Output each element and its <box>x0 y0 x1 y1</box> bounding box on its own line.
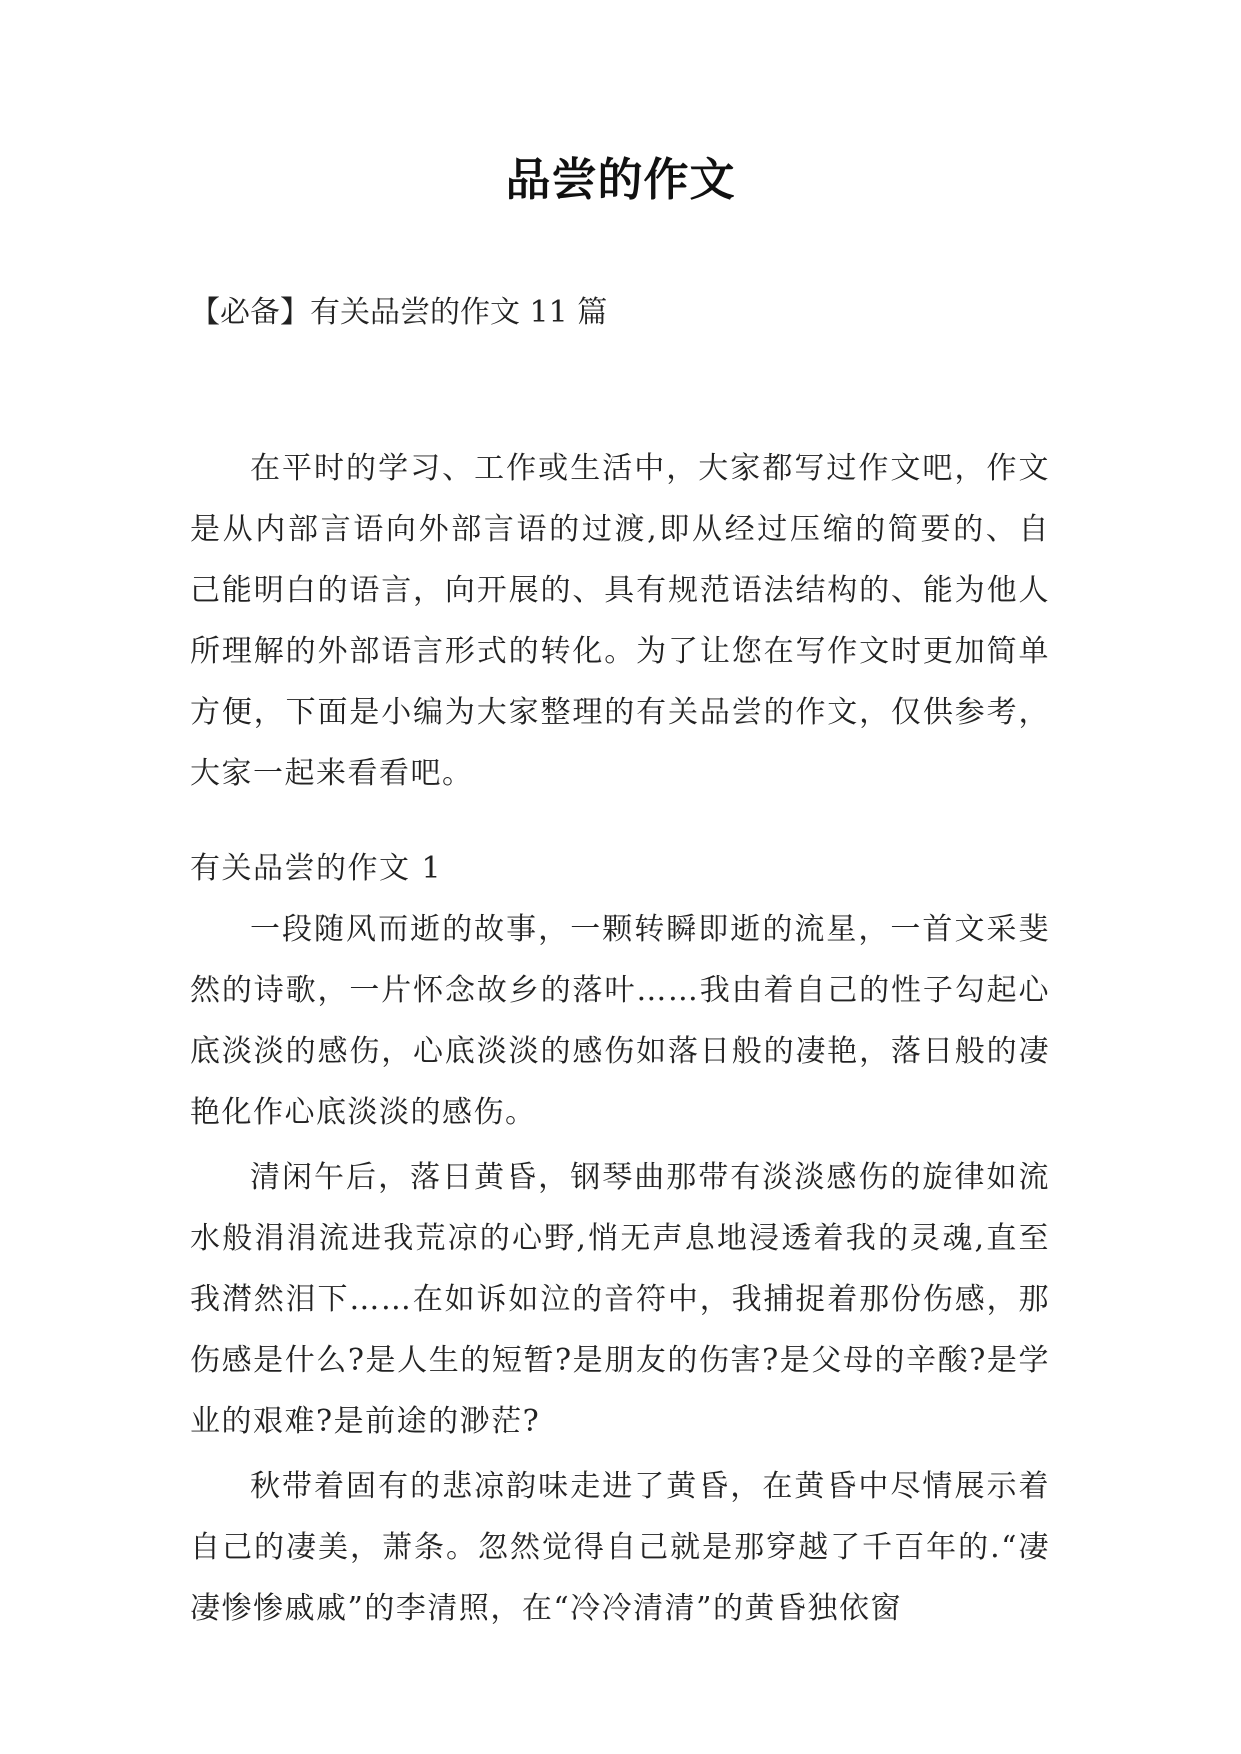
section-heading: 有关品尝的作文 1 <box>190 851 443 886</box>
body-paragraph: 清闲午后，落日黄昏，钢琴曲那带有淡淡感伤的旋律如流水般涓涓流进我荒凉的心野,悄无声息地浸透着我的灵魂,直至我潸然泪下……在如诉如泣的音符中，我捕捉着那份伤感，那伤感是什么?是人生的短暂?是朋友的伤害?是父母的辛酸?是学业的艰难?是前途的渺茫? <box>190 1160 1050 1439</box>
document-body <box>190 288 1050 1639</box>
document-subtitle: 【必备】有关品尝的作文 11 篇 <box>190 295 608 330</box>
body-paragraph: 一段随风而逝的故事，一颗转瞬即逝的流星，一首文采斐然的诗歌，一片怀念故乡的落叶……我由着自己的性子勾起心底淡淡的感伤，心底淡淡的感伤如落日般的凄艳，落日般的凄艳化作心底淡淡的感伤。 <box>190 912 1050 1130</box>
body-paragraph: 秋带着固有的悲凉韵味走进了黄昏，在黄昏中尽情展示着自己的凄美，萧条。忽然觉得自己就是那穿越了千百年的.“凄凄惨惨戚戚”的李清照，在“冷冷清清”的黄昏独依窗 <box>190 1469 1050 1626</box>
document-title: 品尝的作文 <box>505 153 736 206</box>
intro-paragraph: 在平时的学习、工作或生活中，大家都写过作文吧，作文是从内部言语向外部言语的过渡,即从经过压缩的简要的、自己能明白的语言，向开展的、具有规范语法结构的、能为他人所理解的外部语言形式的转化。为了让您在写作文时更加简单方便，下面是小编为大家整理的有关品尝的作文，仅供参考，大家一起来看看吧。 <box>190 451 1050 791</box>
